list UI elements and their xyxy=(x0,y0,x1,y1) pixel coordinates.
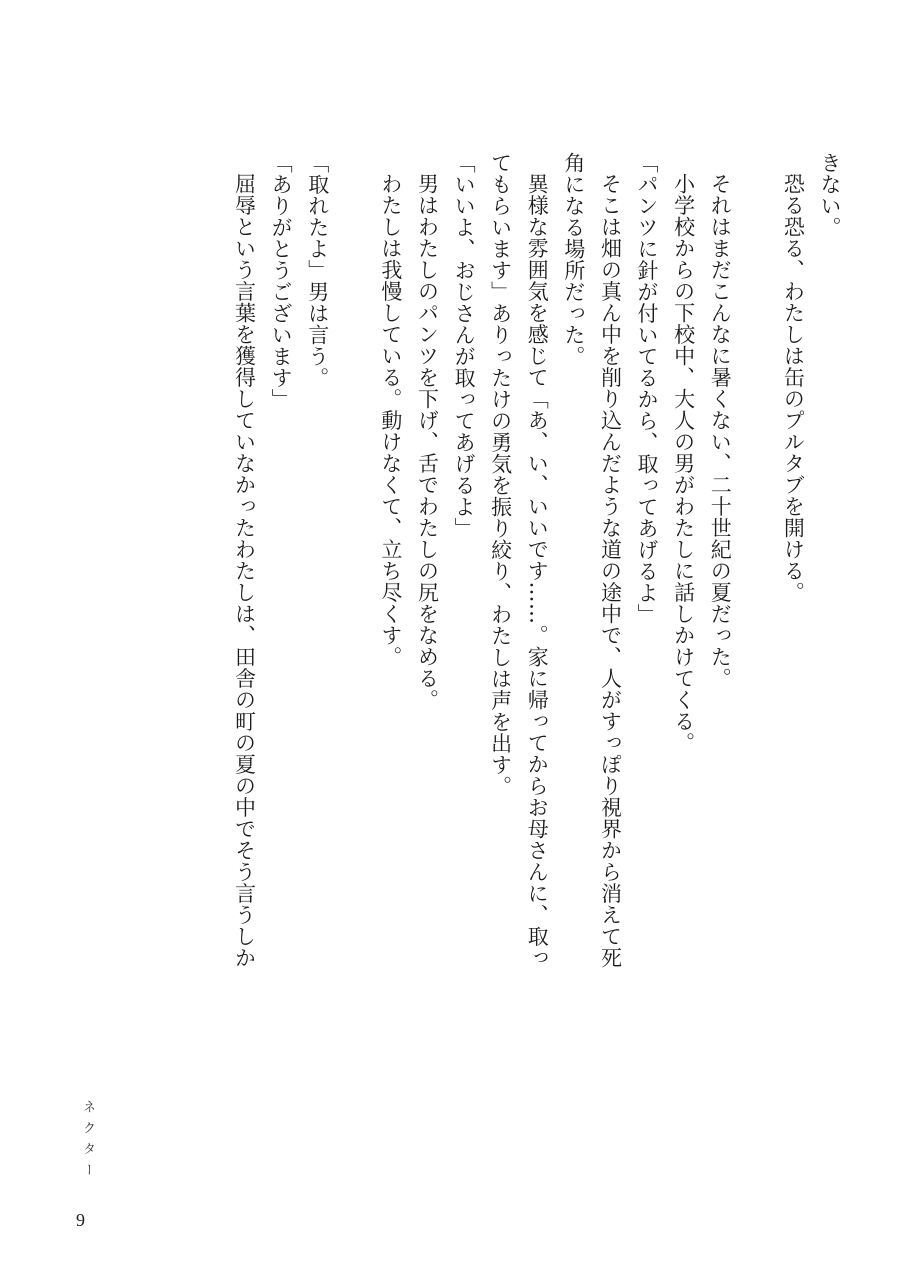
text-line: 男はわたしのパンツを下げ、舌でわたしの尻をなめる。 xyxy=(415,173,440,711)
text-line: てもらいます」ありったけの勇気を振り絞り、わたしは声を出す。 xyxy=(488,152,513,797)
page-number: 9 xyxy=(76,1210,85,1230)
text-line: 屈辱という言葉を獲得していなかったわたしは、田舎の町の夏の中でそう言うしか xyxy=(232,173,257,969)
text-line: 「パンツに針が付いてるから、取ってあげるよ」 xyxy=(635,152,660,625)
blank-line xyxy=(738,152,775,1032)
text-line: 「いいよ、おじさんが取ってあげるよ」 xyxy=(452,152,477,539)
text-line: そこは畑の真ん中を削り込んだような道の途中で、人がすっぽり視界から消えて死 xyxy=(598,173,623,969)
text-line: 角になる場所だった。 xyxy=(561,152,586,367)
vertical-text-block xyxy=(226,152,848,1032)
text-line: わたしは我慢している。動けなくて、立ち尽くす。 xyxy=(378,173,403,668)
text-line: 異様な雰囲気を感じて「あ、い、いいです……。家に帰ってからお母さんに、取っ xyxy=(525,173,550,969)
text-line: 小学校からの下校中、大人の男がわたしに話しかけてくる。 xyxy=(671,173,696,754)
text-line: 「ありがとうございます」 xyxy=(269,152,294,410)
text-line: きない。 xyxy=(818,152,842,238)
blank-line xyxy=(336,152,373,1032)
text-line: 恐る恐る、わたしは缶のプルタブを開ける。 xyxy=(781,173,806,603)
text-line: 「取れたよ」男は言う。 xyxy=(305,152,330,389)
running-head-title: ネクター xyxy=(80,1100,95,1184)
text-line: それはまだこんなに暑くない、二十世紀の夏だった。 xyxy=(708,173,733,689)
